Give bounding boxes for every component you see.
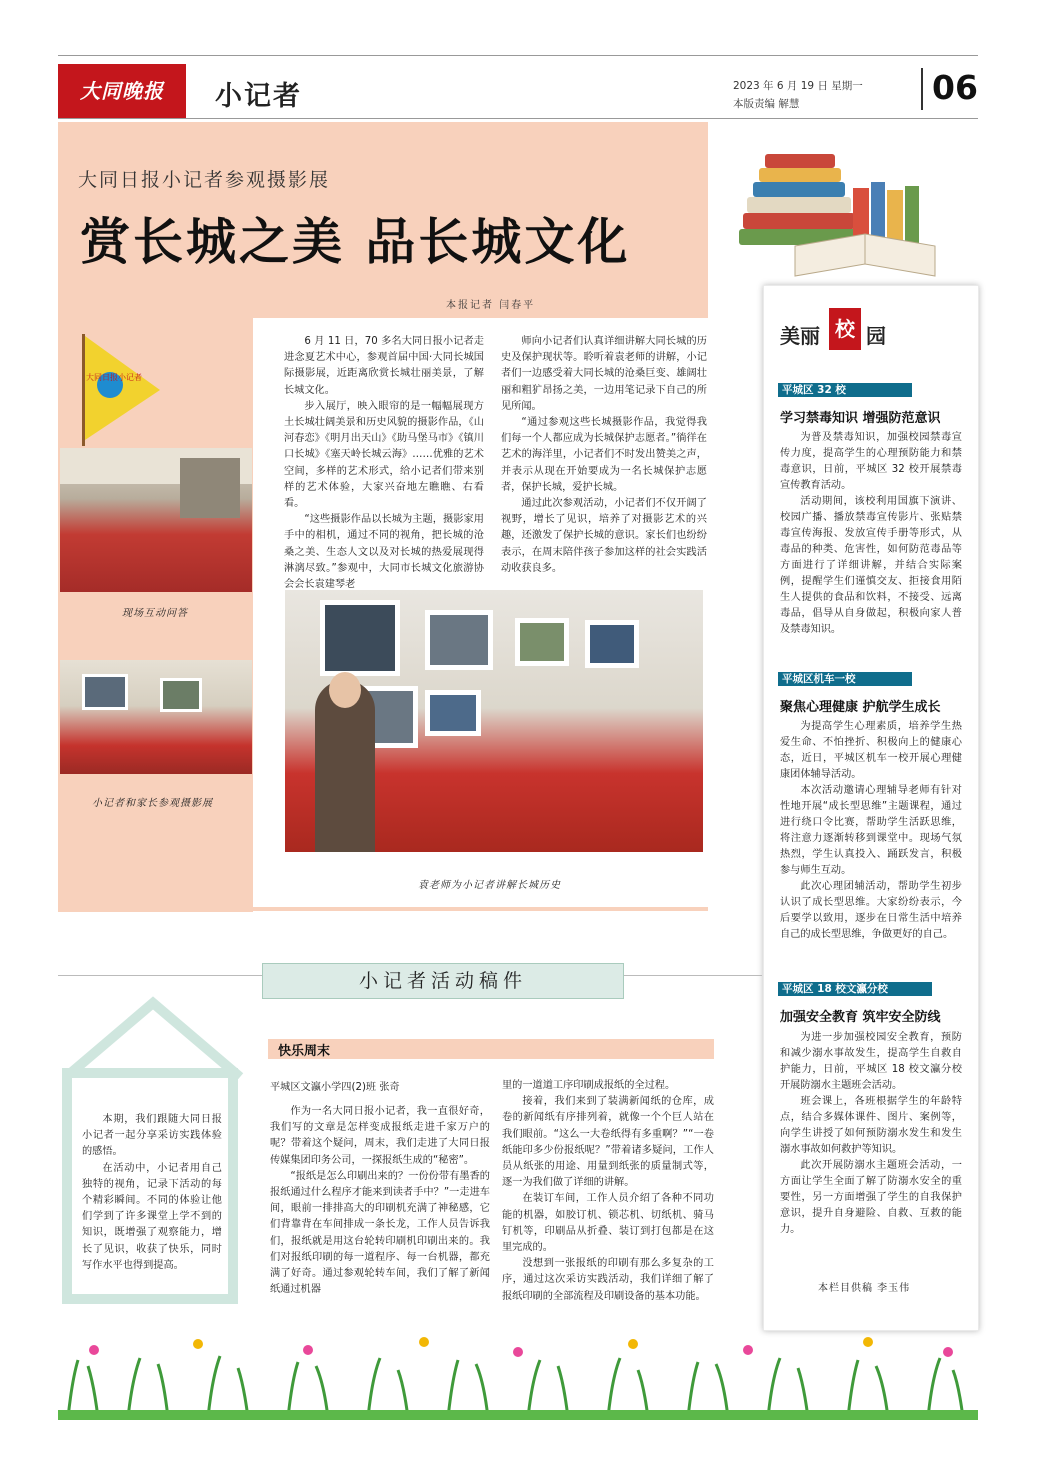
sidebar-body bbox=[780, 1030, 962, 1238]
sidebar-title-left: 美丽 bbox=[780, 324, 820, 348]
activity-banner: 小记者活动稿件 bbox=[262, 963, 624, 999]
caption-qa: 现场互动问答 bbox=[122, 608, 188, 619]
paragraph: 通过此次参观活动，小记者们不仅开阔了视野，增长了见识，培养了对摄影艺术的兴趣，还激发了保护长城的意识。家长们也纷纷表示，在周末陪伴孩子参加这样的社会实践活动收获良多。 bbox=[501, 498, 707, 574]
paragraph: 接着，我们来到了装满新闻纸的仓库，成卷的新闻纸有序排列着，就像一个个巨人站在我们眼前。“这么一大卷纸得有多重啊？”“一卷纸能印多少份报纸呢？”带着诸多疑问，工作人员从纸张的用途、用量到纸张的质量制式等，逐一为我们做了详细的讲解。 bbox=[502, 1096, 714, 1189]
photo-guide-explaining bbox=[285, 590, 703, 852]
note-roof-shape bbox=[58, 995, 248, 1079]
sidebar-title-right: 园 bbox=[866, 324, 886, 348]
paragraph: 为提高学生心理素质，培养学生热爱生命、不怕挫折、积极向上的健康心态，近日，平城区机车一校开展心理健康团体辅导活动。 bbox=[780, 721, 962, 780]
feature-byline: 本报记者 闫春平 bbox=[446, 300, 536, 311]
paragraph: “通过参观这些长城摄影作品，我觉得我们每一个人都应成为长城保护志愿者。”徜徉在艺术的海洋里，小记者们不时发出赞美之声，并表示从现在开始要成为一名长城保护志愿者，保护长城，爱护长城。 bbox=[501, 417, 707, 493]
sidebar-headline: 聚焦心理健康 护航学生成长 bbox=[780, 700, 941, 715]
paragraph: 里的一道道工序印刷成报纸的全过程。 bbox=[502, 1080, 676, 1091]
paragraph: 本期，我们跟随大同日报小记者一起分享采访实践体验的感悟。 bbox=[82, 1114, 222, 1158]
paragraph: 为进一步加强校园安全教育，预防和减少溺水事故发生，提高学生自救自护能力，日前，平城区 18 校文瀛分校开展防溺水主题班会活动。 bbox=[780, 1032, 962, 1091]
flag-text: 大同日报小记者 bbox=[86, 373, 142, 382]
caption-guide: 袁老师为小记者讲解长城历史 bbox=[418, 880, 561, 891]
caption-parents: 小记者和家长参观摄影展 bbox=[92, 798, 213, 809]
sidebar-headline: 加强安全教育 筑牢安全防线 bbox=[780, 1010, 941, 1025]
sidebar-school-label: 平城区机车一校 bbox=[778, 672, 912, 686]
header-bottom-rule bbox=[58, 118, 978, 119]
paragraph: 作为一名大同日报小记者，我一直很好奇，我们写的文章是怎样变成报纸走进千家万户的呢？带着这个疑问，周末，我们走进了大同日报传媒集团印务公司，一探报纸生成的“秘密”。 bbox=[270, 1106, 490, 1166]
sidebar-body bbox=[780, 719, 962, 943]
paragraph: 本次活动邀请心理辅导老师有针对性地开展“成长型思维”主题课程，通过进行绕口令比赛，帮助学生活跃思维，将注意力逐渐转移到课堂中。现场气氛热烈，学生认真投入、踊跃发言，积极参与师生互动。 bbox=[780, 785, 962, 876]
paragraph: 6 月 11 日，70 多名大同日报小记者走进念夏艺术中心，参观首届中国·大同长城国际摄影展，近距离欣赏长城壮丽美景，了解长城文化。 bbox=[284, 336, 484, 396]
paragraph: 没想到一张报纸的印刷有那么多复杂的工序，通过这次采访实践活动，我们详细了解了报纸印刷的全部流程及印刷设备的基本功能。 bbox=[502, 1258, 714, 1302]
paragraph: “报纸是怎么印刷出来的？一份份带有墨香的报纸通过什么程序才能来到读者手中？”一走进车间，眼前一排排高大的印刷机充满了神秘感，它们背靠背在车间排成一条长龙，工作人员告诉我们，报纸就是用这台轮转印刷机印刷出来的。我们对报纸印刷的每一道程序、每一台机器，都充满了好奇。通过参观轮转车间，我们了解了新闻纸通过机器 bbox=[270, 1170, 490, 1296]
photo-interactive-qa bbox=[60, 448, 252, 592]
page-editor: 本版责编 解慧 bbox=[733, 98, 800, 110]
paragraph: 此次心理团辅活动，帮助学生初步认识了成长型思维。大家纷纷表示，今后要学以致用，逐步在日常生活中培养自己的成长型思维，争做更好的自己。 bbox=[780, 881, 962, 940]
feature-bottom-rule bbox=[58, 907, 708, 911]
paragraph: 在装订车间，工作人员介绍了各种不同功能的机器，如胶订机、锁芯机、切纸机、骑马钉机等，印刷品从折叠、装订到打包都是在这里完成的。 bbox=[502, 1193, 714, 1254]
paragraph: 步入展厅，映入眼帘的是一幅幅展现方土长城壮阔美景和历史风貌的摄影作品，《山河春恋》《明月出天山》《助马堡马市》《镇川口长城》《塞天岭长城云海》……优雅的艺术空间，多样的艺术形式，给小记者们带来别样的艺术体验，大家兴奋地左瞧瞧、右看看。 bbox=[284, 400, 484, 510]
editor-note-text bbox=[82, 1112, 222, 1274]
newspaper-logo: 大同晚报 bbox=[58, 64, 186, 118]
page-number: 06 bbox=[932, 68, 978, 107]
books-illustration bbox=[735, 148, 975, 283]
sidebar-school-label: 平城区 32 校 bbox=[778, 383, 912, 397]
activity-text-col2 bbox=[502, 1078, 714, 1305]
sidebar-title-badge: 校 bbox=[829, 308, 861, 350]
feature-headline: 赏长城之美 品长城文化 bbox=[80, 213, 631, 271]
page-number-divider bbox=[921, 68, 923, 110]
banner-rule-left bbox=[58, 975, 262, 976]
activity-title: 快乐周末 bbox=[278, 1044, 331, 1059]
reporter-flag-icon bbox=[78, 330, 168, 450]
section-name: 小记者 bbox=[215, 81, 302, 112]
sidebar-credit: 本栏目供稿 李玉伟 bbox=[818, 1283, 911, 1294]
sidebar-headline: 学习禁毒知识 增强防范意识 bbox=[780, 411, 941, 426]
sidebar-school-label: 平城区 18 校文瀛分校 bbox=[778, 982, 932, 996]
activity-text-col1 bbox=[270, 1104, 490, 1298]
activity-title-bar bbox=[268, 1039, 714, 1059]
grass-flower-decoration bbox=[58, 1330, 978, 1420]
activity-author: 平城区文瀛小学四(2)班 张奇 bbox=[270, 1082, 400, 1093]
feature-subtitle: 大同日报小记者参观摄影展 bbox=[78, 169, 331, 191]
paragraph: 师向小记者们认真详细讲解大同长城的历史及保护现状等。聆听着袁老师的讲解，小记者们一边感受着大同长城的沧桑巨变、雄阔壮丽和粗犷昂扬之美，一边用笔记录下自己的所见所闻。 bbox=[501, 336, 707, 412]
paragraph: 为普及禁毒知识，加强校园禁毒宣传力度，提高学生的心理预防能力和禁毒意识，日前，平城区 32 校开展禁毒宣传教育活动。 bbox=[780, 432, 962, 491]
banner-rule-right bbox=[622, 975, 762, 976]
paragraph: 班会课上，各班根据学生的年龄特点，结合多媒体课件、图片、案例等，向学生讲授了如何预防溺水发生和发生溺水事故如何救护等知识。 bbox=[780, 1096, 962, 1155]
sidebar-body bbox=[780, 430, 962, 638]
feature-text-col1 bbox=[284, 334, 484, 593]
paragraph: 活动期间，该校利用国旗下演讲、校园广播、播放禁毒宣传影片、张贴禁毒宣传海报、发放宣传手册等形式，从毒品的种类、危害性，如何防范毒品等方面进行了详细讲解，并结合实际案例，提醒学生们谨慎交友、拒接食用陌生人提供的食品和饮料，不接受、远离毒品，倡导从自身做起，积极向家人普及禁毒知识。 bbox=[780, 496, 962, 635]
paragraph: 在活动中，小记者用自己独特的视角，记录下活动的每个精彩瞬间。不同的体验让他们学到了许多课堂上学不到的知识，既增强了观察能力，增长了见识，收获了快乐，同时写作水平也得到提高。 bbox=[82, 1162, 222, 1271]
feature-text-col2 bbox=[501, 334, 707, 577]
paragraph: 此次开展防溺水主题班会活动，一方面让学生全面了解了防溺水安全的重要性，另一方面增强了学生的自我保护意识，提升自身避险、自救、互救的能力。 bbox=[780, 1160, 962, 1235]
header-top-rule bbox=[58, 55, 978, 56]
issue-date: 2023 年 6 月 19 日 星期一 bbox=[733, 80, 863, 92]
paragraph: “这些摄影作品以长城为主题，摄影家用手中的相机，通过不同的视角，把长城的沧桑之美、生态人文以及对长城的热爱展现得淋漓尽致。”参观中，大同市长城文化旅游协会会长袁建琴老 bbox=[284, 514, 484, 591]
photo-parents-visit bbox=[60, 660, 252, 774]
